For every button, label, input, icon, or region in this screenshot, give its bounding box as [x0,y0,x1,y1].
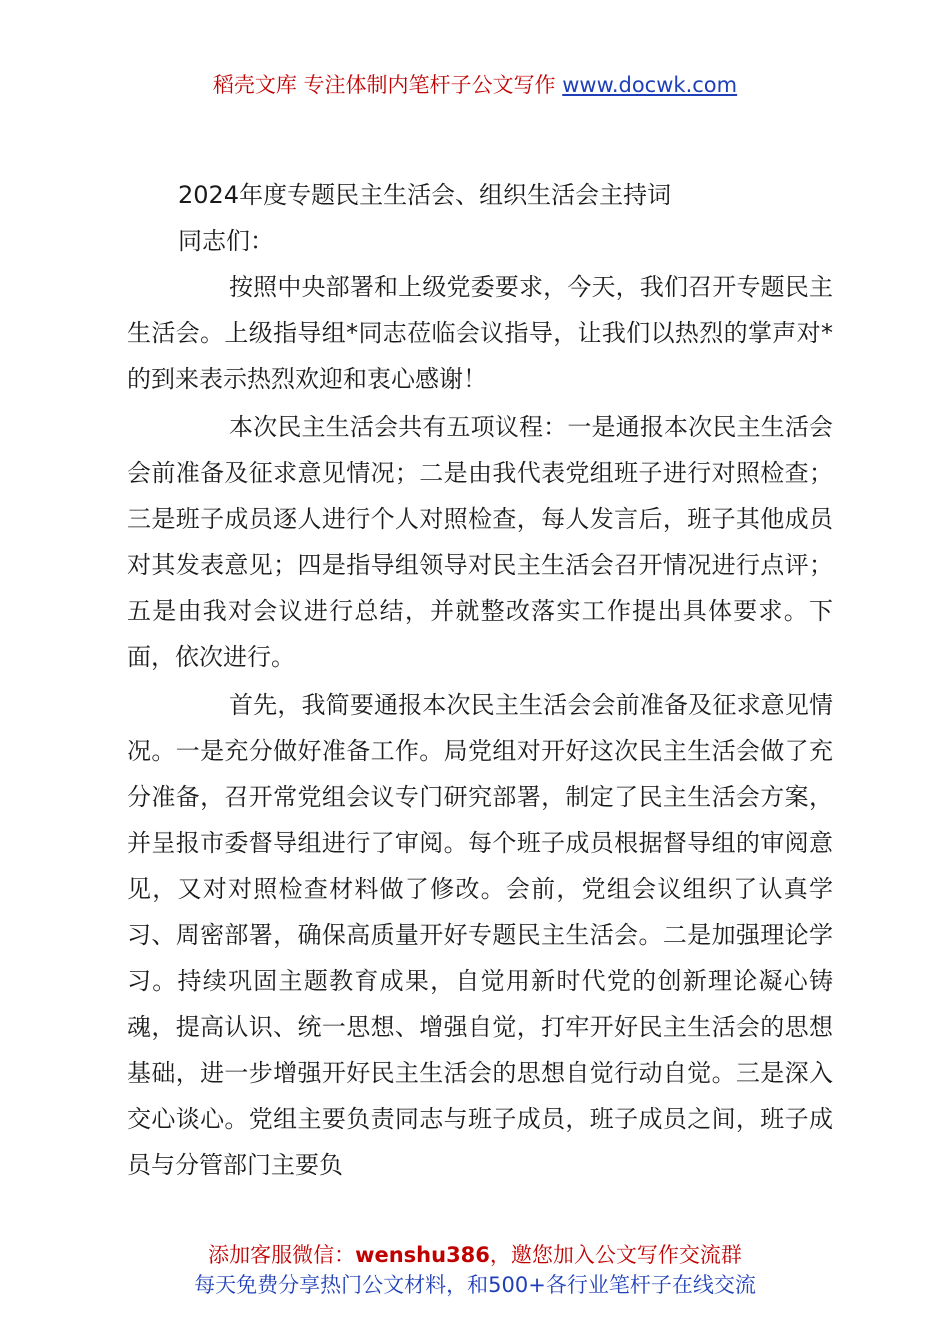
footer-wechat-line [0,1240,950,1270]
site-name: 稻壳文库 专注体制内笔杆子公文写作 [212,73,563,97]
site-url-link[interactable]: www.docwk.com [562,73,738,97]
page-footer [0,1240,950,1300]
document-body [127,172,833,1190]
page-header [0,70,950,100]
document-title: 2024年度专题民主生活会、组织生活会主持词 [178,181,672,209]
paragraph-opening: 按照中央部署和上级党委要求，今天，我们召开专题民主生活会。上级指导组*同志莅临会议指导，让我们以热烈的掌声对*的到来表示热烈欢迎和衷心感谢！ [127,273,833,393]
wechat-id: wenshu386 [355,1243,490,1267]
footer-wechat-prefix: 添加客服微信： [208,1243,356,1267]
paragraph-agenda: 本次民主生活会共有五项议程：一是通报本次民主生活会会前准备及征求意见情况；二是由我代表党组班子进行对照检查；三是班子成员逐人进行个人对照检查，每人发言后，班子其他成员对其发表意见；四是指导组领导对民主生活会召开情况进行点评；五是由我对会议进行总结，并就整改落实工作提出具体要求。下面，依次进行。 [127,413,833,671]
footer-promo-line: 每天免费分享热门公文材料，和500+各行业笔杆子在线交流 [194,1273,756,1297]
footer-wechat-suffix: ，邀您加入公文写作交流群 [489,1243,742,1267]
salutation: 同志们： [178,227,274,255]
paragraph-preparation: 首先，我简要通报本次民主生活会会前准备及征求意见情况。一是充分做好准备工作。局党组对开好这次民主生活会做了充分准备，召开常党组会议专门研究部署，制定了民主生活会方案，并呈报市委督导组进行了审阅。每个班子成员根据督导组的审阅意见，又对对照检查材料做了修改。会前，党组会议组织了认真学习、周密部署，确保高质量开好专题民主生活会。二是加强理论学习。持续巩固主题教育成果，自觉用新时代党的创新理论凝心铸魂，提高认识、统一思想、增强自觉，打牢开好民主生活会的思想基础，进一步增强开好民主生活会的思想自觉行动自觉。三是深入交心谈心。党组主要负责同志与班子成员，班子成员之间，班子成员与分管部门主要负 [127,691,833,1179]
